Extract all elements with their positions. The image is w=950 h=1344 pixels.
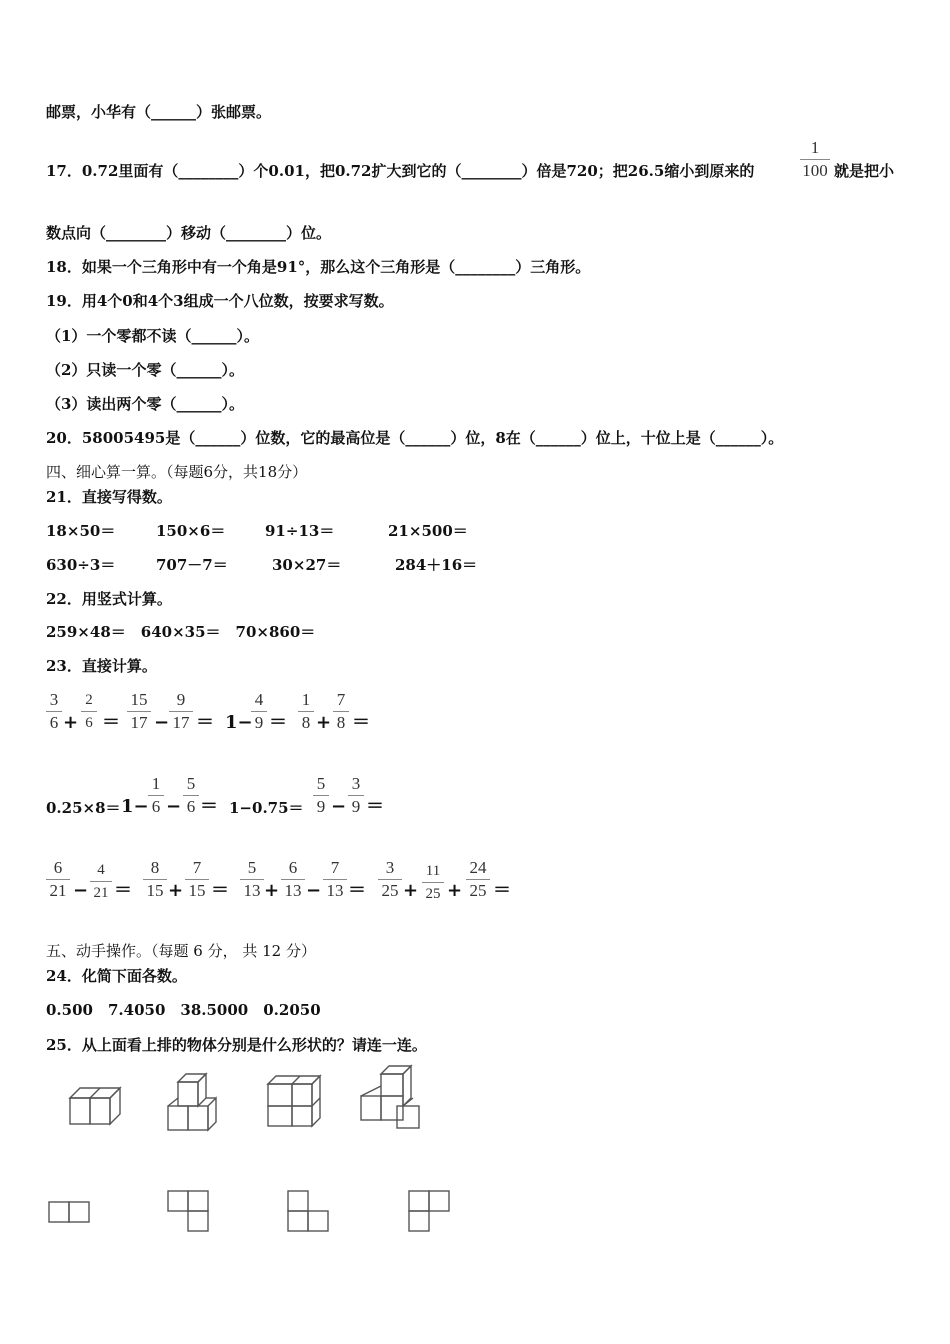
top-view-2[interactable] [164,1188,212,1236]
q17-frac-num: 1 [810,138,820,157]
cube-figure-1[interactable] [62,1078,130,1132]
cube-figure-4[interactable] [355,1064,427,1134]
q21-text: 21．直接写得数。 [46,488,172,506]
term: 1− [121,796,149,817]
fraction: 6 13 [281,858,305,901]
fraction: 11 25 [422,861,444,904]
top-view-4[interactable] [405,1188,453,1236]
equals: ＝ [269,712,287,733]
fraction: 4 21 [90,860,112,903]
q20-text: 20．58005495是（______）位数，它的最高位是（______）位，8在（______）位上，十位上是（______）。 [46,429,784,447]
fraction: 7 13 [323,858,347,901]
q17-fraction [800,138,830,181]
q22-items: 259×48＝ 640×35＝ 70×860＝ [46,623,316,641]
top-view-1[interactable] [46,1198,92,1226]
fraction: 2 6 [81,690,97,733]
fraction: 15 17 [127,690,151,733]
operator: − [154,712,170,733]
q17-text-cont: 数点向（________）移动（________）位。 [46,224,332,242]
section-5-heading: 五、动手操作。（每题 6 分， 共 12 分） [46,942,316,960]
equals: ＝ [114,880,132,901]
q19-part3: （3）读出两个零（______）。 [46,395,244,413]
fraction: 5 9 [313,774,329,817]
operator: − [166,796,182,817]
q19-part2: （2）只读一个零（______）。 [46,361,244,379]
q23-text: 23．直接计算。 [46,657,157,675]
q19-text: 19．用4个0和4个3组成一个八位数，按要求写数。 [46,292,394,310]
term: 0.25×8＝ [46,799,121,817]
cube-figure-3[interactable] [262,1072,326,1132]
operator: − [306,880,322,901]
q21-r2-item: 707－7＝ [156,556,228,574]
q21-r1-item: 150×6＝ [156,522,226,540]
fraction: 3 6 [46,690,62,733]
q24-items: 0.500 7.4050 38.5000 0.2050 [46,1001,321,1019]
equals: ＝ [348,880,366,901]
fraction: 8 15 [143,858,167,901]
top-view-3[interactable] [284,1188,332,1236]
equals: ＝ [200,796,218,817]
equals: ＝ [211,880,229,901]
fraction: 5 13 [240,858,264,901]
q17-text-end: 就是把小 [834,162,895,180]
q22-text: 22．用竖式计算。 [46,590,172,608]
term: 1−0.75＝ [229,799,304,817]
q17-frac-den: 100 [802,161,828,180]
q21-r1-item: 21×500＝ [388,522,468,540]
fraction: 3 9 [348,774,364,817]
q18-text: 18．如果一个三角形中有一个角是91°，那么这个三角形是（________）三角形。 [46,258,591,276]
operator: + [264,880,280,901]
operator: + [168,880,184,901]
section-4-heading: 四、细心算一算。（每题6分，共18分） [46,463,308,481]
q21-r2-item: 30×27＝ [272,556,342,574]
q16-tail: 邮票，小华有（______）张邮票。 [46,103,272,121]
equals: ＝ [352,712,370,733]
operator: − [73,880,89,901]
fraction: 1 6 [148,774,164,817]
cube-figure-2[interactable] [158,1068,230,1136]
q21-r1-item: 18×50＝ [46,522,116,540]
fraction: 3 25 [378,858,402,901]
fraction: 6 21 [46,858,70,901]
equals: ＝ [196,712,214,733]
operator: + [63,712,79,733]
fraction: 7 8 [333,690,349,733]
equals: ＝ [493,880,511,901]
q25-text: 25．从上面看上排的物体分别是什么形状的？请连一连。 [46,1036,427,1054]
fraction: 4 9 [251,690,267,733]
fraction: 7 15 [185,858,209,901]
q21-r2-item: 284＋16＝ [395,556,478,574]
fraction-bar [800,159,830,160]
equals: ＝ [102,712,120,733]
q21-r2-item: 630÷3＝ [46,556,116,574]
operator: + [447,880,463,901]
fraction: 24 25 [466,858,490,901]
operator: + [403,880,419,901]
q19-part1: （1）一个零都不读（______）。 [46,327,259,345]
fraction: 5 6 [183,774,199,817]
operator: − [331,796,347,817]
term: 1− [225,712,253,733]
q17-text: 17．0.72里面有（________）个0.01，把0.72扩大到它的（________）倍是720；把26.5缩小到原来的 [46,162,755,180]
fraction: 1 8 [298,690,314,733]
q24-text: 24．化简下面各数。 [46,967,187,985]
q21-r1-item: 91÷13＝ [265,522,335,540]
equals: ＝ [366,796,384,817]
operator: + [316,712,332,733]
fraction: 9 17 [169,690,193,733]
